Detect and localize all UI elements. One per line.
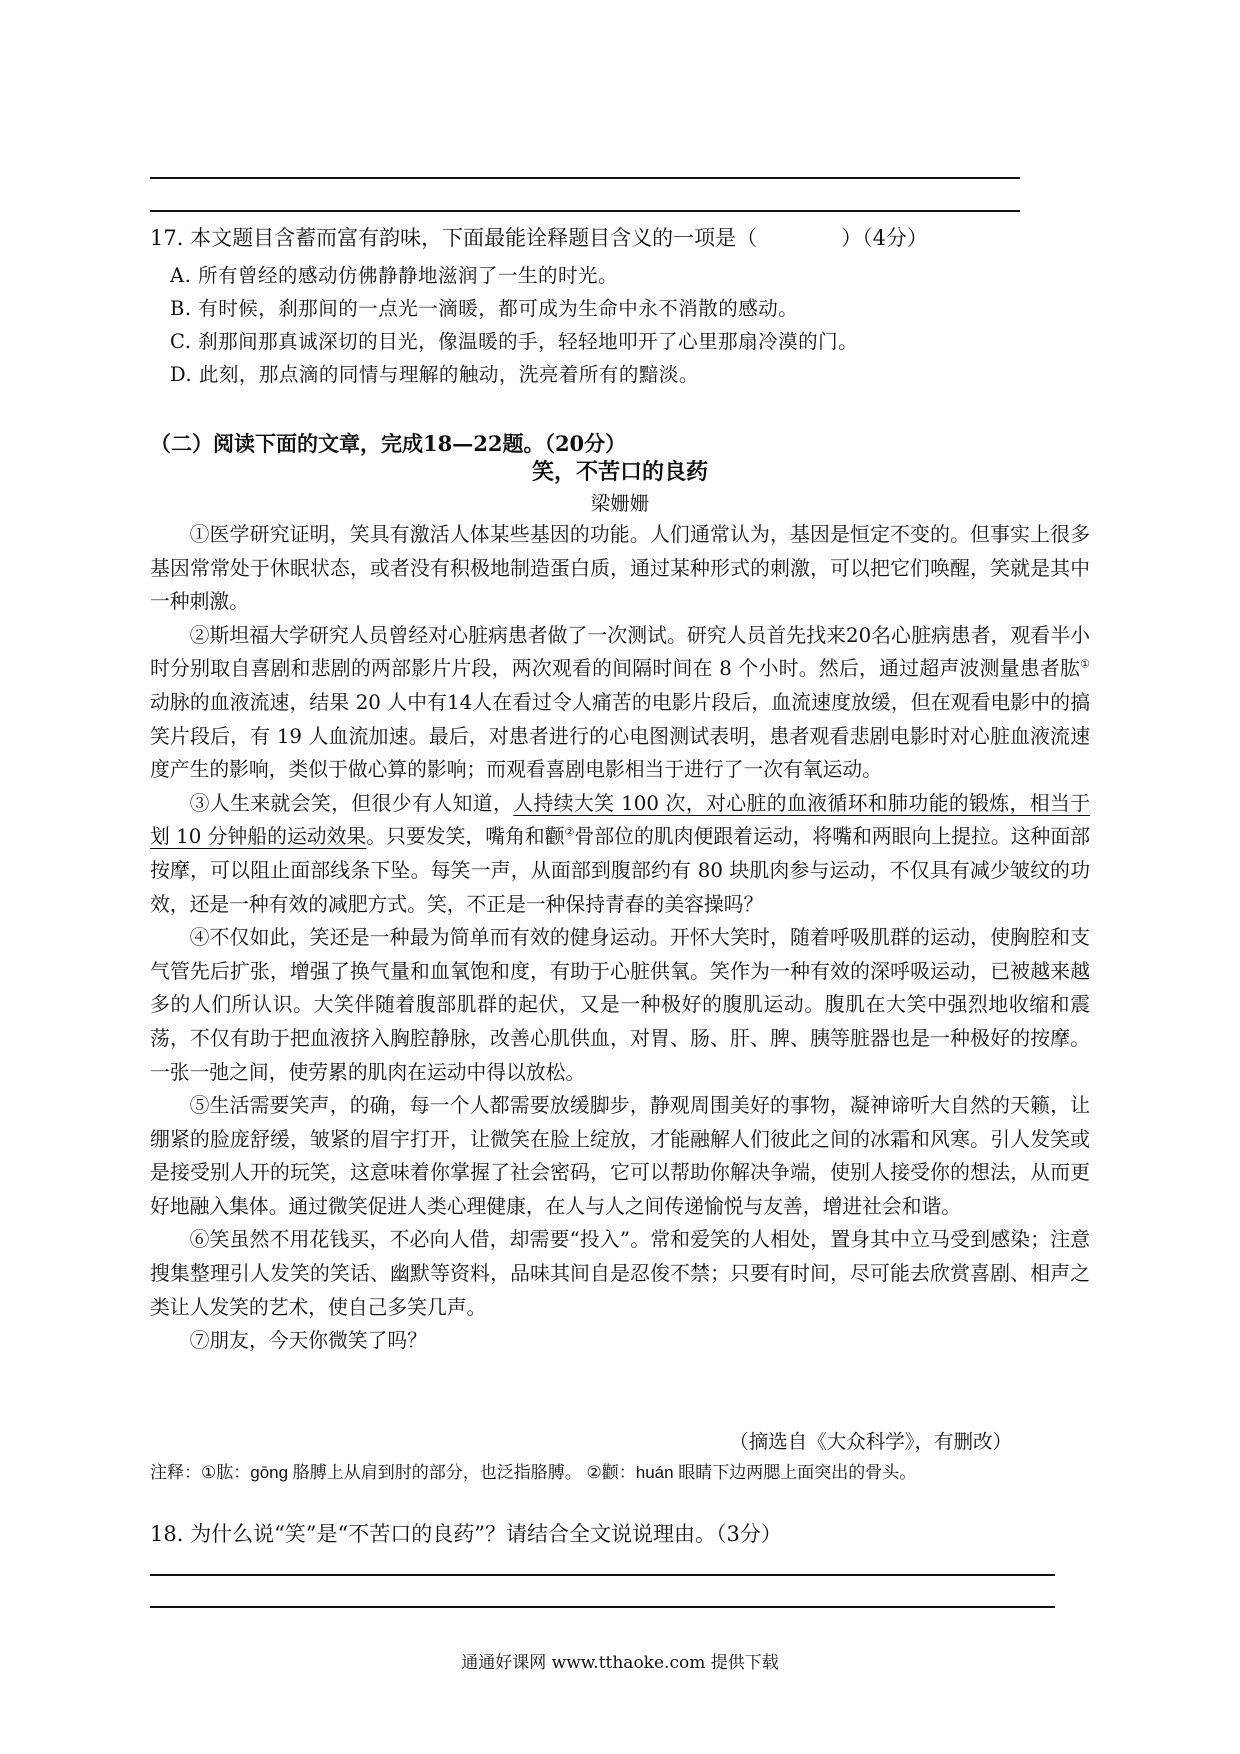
paragraph-6: ⑥笑虽然不用花钱买，不必向人借，却需要“投入”。常和爱笑的人相处，置身其中立马受到感染；注意搜集整理引人发笑的笑话、幽默等资料，品味其间自是忍俊不禁；只要有时间，尽可能去欣赏喜剧、相声之类让人发笑的艺术，使自己多笑几声。 — [150, 1228, 1090, 1319]
paragraph-4: ④不仅如此，笑还是一种最为简单而有效的健身运动。开怀大笑时，随着呼吸肌群的运动，使胸腔和支气管先后扩张，增强了换气量和血氧饱和度，有助于心脏供氧。笑作为一种有效的深呼吸运动，已被越来越多的人们所认识。大笑伴随着腹部肌群的起伏，又是一种极好的腹肌运动。腹肌在大笑中强烈地收缩和震荡，不仅有助于把血液挤入胸腔静脉，改善心肌供血，对胃、肠、肝、脾、胰等脏器也是一种极好的按摩。一张一弛之间，使劳累的肌肉在运动中得以放松。 — [150, 926, 1090, 1084]
paragraph-2-text-b: 动脉的血液流速，结果 20 人中有14人在看过令人痛苦的电影片段后，血流速度放缓，但在观看电影中的搞笑片段后，有 19 人血流加速。最后，对患者进行的心电图测试表明，患者观看悲剧电影时对心脏血液流速度产生的影响，类似于做心算的影响；而观看喜剧电影相当于进行了一次有氧运动。 — [150, 690, 1090, 782]
paragraph-2 — [150, 619, 1090, 787]
article-author: 梁姗姗 — [590, 492, 650, 515]
option-d: D. 此刻，那点滴的同情与理解的触动，洗亮着所有的黯淡。 — [170, 363, 699, 386]
option-a: A. 所有曾经的感动仿佛静静地滋润了一生的时光。 — [170, 264, 618, 287]
question-18: 18. 为什么说“笑”是“不苦口的良药”？请结合全文说说理由。（3分） — [150, 1522, 782, 1546]
paragraph-3 — [150, 787, 1090, 921]
page-footer: 通通好课网 www.tthaoke.com 提供下载 — [461, 1653, 779, 1673]
paragraph-2-text-a: ②斯坦福大学研究人员曾经对心脏病患者做了一次测试。研究人员首先找来20名心脏病患者，观看半小时分别取自喜剧和悲剧的两部影片片段，两次观看的间隔时间在 8 个小时。然后，通过超声波测量患者肱 — [150, 623, 1090, 681]
answer-line — [150, 210, 1020, 212]
underlined-sentence: 人持续大笑 100 次，对心脏的血液循环和肺功能的锻炼，相当于划 10 分钟船的运动效果 — [150, 791, 1090, 849]
paragraph-3-text-a: ③人生来就会笑，但很少有人知道， — [189, 791, 514, 815]
footnotes: 注释：①肱：gōng 胳膊上从肩到肘的部分，也泛指胳膊。 ②颧：huán 眼睛下边两腮上面突出的骨头。 — [150, 1463, 917, 1482]
paragraph-5: ⑤生活需要笑声，的确，每一个人都需要放缓脚步，静观周围美好的事物，凝神谛听大自然的天籁，让绷紧的脸庞舒缓，皱紧的眉宇打开，让微笑在脸上绽放，才能融解人们彼此之间的冰霜和风寒。引人发笑或是接受别人开的玩笑，这意味着你掌握了社会密码，它可以帮助你解决争端，使别人接受你的想法，从而更好地融入集体。通过微笑促进人类心理健康，在人与人之间传递愉悦与友善，增进社会和谐。 — [150, 1094, 1090, 1218]
article-title: 笑，不苦口的良药 — [531, 459, 708, 485]
section-heading: （二）阅读下面的文章，完成18—22题。（20分） — [150, 431, 627, 456]
answer-line — [150, 1606, 1055, 1608]
paragraph-3-text-b: 。只要发笑，嘴角和颧 — [366, 825, 565, 849]
article-source: （摘选自《大众科学》，有删改） — [729, 1430, 1012, 1453]
footnote-ref-1: ① — [1080, 657, 1090, 671]
footnote-ref-2: ② — [564, 825, 575, 839]
question-17: 17. 本文题目含蓄而富有韵味，下面最能诠释题目含义的一项是（ ）（4分） — [150, 226, 928, 250]
paragraph-7: ⑦朋友，今天你微笑了吗？ — [189, 1329, 427, 1353]
article-body — [150, 518, 1090, 1358]
paragraph-1: ①医学研究证明，笑具有激活人体某些基因的功能。人们通常认为，基因是恒定不变的。但事实上很多基因常常处于休眠状态，或者没有积极地制造蛋白质，通过某种形式的刺激，可以把它们唤醒，笑就是其中一种刺激。 — [150, 523, 1090, 614]
option-b: B. 有时候，刹那间的一点光一滴暖，都可成为生命中永不消散的感动。 — [170, 297, 799, 320]
answer-line — [150, 1574, 1055, 1576]
option-c: C. 刹那间那真诚深切的目光，像温暖的手，轻轻地叩开了心里那扇冷漠的门。 — [170, 330, 859, 353]
paragraph-3-text-c: 骨部位的肌肉便跟着运动，将嘴和两眼向上提拉。这种面部按摩，可以阻止面部线条下坠。每笑一声，从面部到腹部约有 80 块肌肉参与运动，不仅具有减少皱纹的功效，还是一种有效的减肥方式。笑，不正是一种保持青春的美容操吗？ — [150, 825, 1090, 916]
answer-line — [150, 177, 1020, 179]
